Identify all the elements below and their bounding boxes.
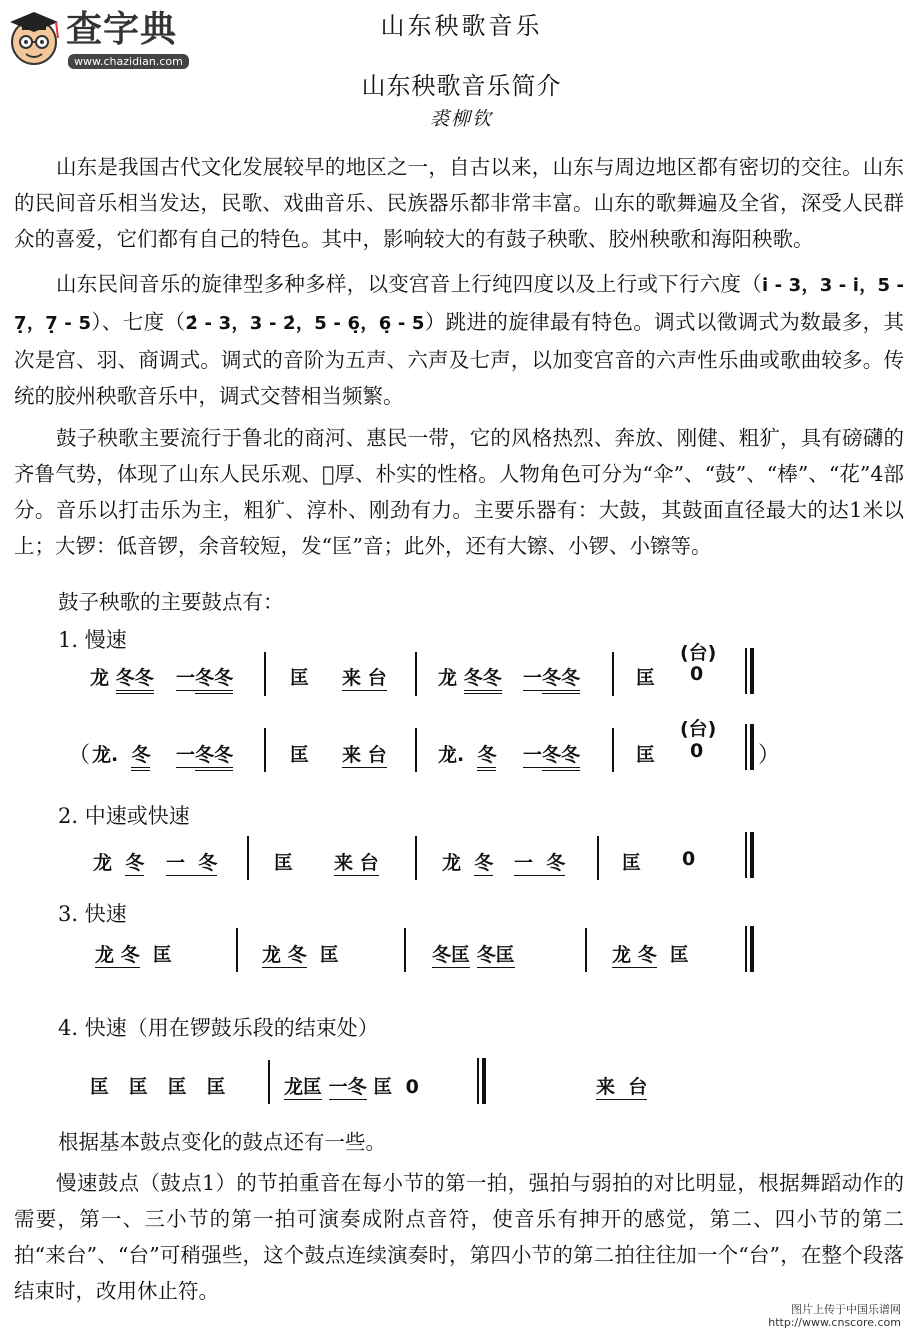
notation-group: 龙 冬 匡 [262, 944, 339, 966]
notation-kuang: 匡 [274, 852, 294, 874]
logo-name: 查字典 [66, 9, 178, 50]
section-heading-4: 4. 快速（用在锣鼓乐段的结束处） [58, 1016, 379, 1040]
barline [415, 836, 417, 880]
notation-rest: 0 [690, 663, 704, 685]
section-heading-2: 2. 中速或快速 [58, 804, 190, 828]
notation-group: 一 冬 [514, 852, 566, 874]
section-heading-1: 1. 慢速 [58, 628, 127, 652]
watermark-line1: 图片上传于中国乐谱网 [791, 1303, 901, 1316]
notation-group: 一 冬 [166, 852, 218, 874]
final-barline [745, 648, 753, 694]
notation-group: 来 台 [342, 744, 387, 766]
paragraph-guzi-yangge [14, 420, 904, 564]
notation-group: 龙 冬冬 [90, 663, 154, 690]
final-barline [745, 724, 753, 770]
notation-group: 龙. 冬 [92, 740, 150, 767]
notation-group: 龙 冬 匡 [95, 944, 172, 966]
paragraph-text: ）、七度（ [90, 310, 186, 334]
notation-group: 一冬冬 [523, 663, 580, 690]
notation-group: 冬匡 冬匡 [432, 944, 515, 966]
notation-kuang: 匡 [622, 852, 642, 874]
page-title: 山东秧歌音乐 [380, 12, 543, 40]
barline [247, 836, 249, 880]
sixth-intervals: i̇ - 3，3 - i̇，5 - 7̣，7̣ - 5 [14, 275, 904, 334]
notation-tai-optional: (台) [680, 718, 717, 740]
paragraph-drum-patterns-intro: 鼓子秧歌的主要鼓点有： [58, 590, 284, 614]
notation-tai-optional: (台) [680, 642, 717, 664]
notation-rest: 0 [690, 740, 704, 762]
paragraph-intro [14, 149, 904, 257]
section-heading-3: 3. 快速 [58, 902, 127, 926]
notation-kuang: 匡 [290, 744, 310, 766]
barline [264, 652, 266, 696]
paragraph-melody [14, 266, 904, 414]
notation-group: 一冬冬 [176, 663, 233, 690]
barline [585, 928, 587, 972]
paragraph-text: 鼓子秧歌主要流行于鲁北的商河、惠民一带，它的风格热烈、奔放、刚健、粗犷，具有磅礴的齐鲁气势，体现了山东人民乐观、𫠠厚、朴实的性格。人物角色可分为“伞”、“鼓”、“棒”、“花”4部分。音乐以打击乐为主，粗犷、淳朴、刚劲有力。主要乐器有：大鼓，其鼓面直径最大的达1米以上；大锣：低音锣，余音较短，发“匡”音；此外，还有大镲、小锣、小镲等。 [14, 426, 904, 558]
final-barline [477, 1058, 485, 1104]
paragraph-variations: 根据基本鼓点变化的鼓点还有一些。 [58, 1130, 386, 1154]
notation-group: 龙. 冬 [438, 740, 496, 767]
notation-rest: 0 [682, 848, 696, 870]
notation-kuang: 匡 [636, 744, 656, 766]
article-subtitle: 山东秧歌音乐简介 [361, 72, 562, 100]
final-barline [745, 832, 753, 878]
barline [612, 652, 614, 696]
barline [236, 928, 238, 972]
paragraph-text: 慢速鼓点（鼓点1）的节拍重音在每小节的第一拍，强拍与弱拍的对比明显，根据舞蹈动作的需要，第一、三小节的第一拍可演奏成附点音符，使音乐有抻开的感觉，第二、四小节的第二拍“来台”、“台”可稍强些，这个鼓点连续演奏时，第四小节的第二拍往往加一个“台”，在整个段落结束时，改用休止符。 [14, 1171, 904, 1303]
notation-group: 来 台 [342, 667, 387, 689]
notation-close-paren: ） [758, 743, 781, 768]
notation-group: 一冬冬 [523, 740, 580, 767]
barline [612, 728, 614, 772]
barline [264, 728, 266, 772]
watermark-url[interactable]: http://www.cnscore.com [768, 1316, 901, 1329]
notation-kuang: 匡 [290, 667, 310, 689]
paragraph-text: ）跳进的旋律最有特色。调式以徵调式为数最多，其次是宫、羽、商调式。调式的音阶为五声、六声及七声，以加变宫音的六声性乐曲或歌曲较多。传统的胶州秧歌音乐中，调式交替相当频繁。 [14, 310, 905, 408]
notation-group: 龙 冬 [93, 852, 145, 874]
logo-url[interactable]: www.chazidian.com [68, 54, 189, 69]
notation-group: 来 台 [334, 852, 379, 874]
seventh-intervals: 2̇ - 3，3 - 2̇，5 - 6̣，6̣ - 5 [185, 313, 425, 334]
notation-group: 龙 冬 匡 [612, 944, 689, 966]
barline [268, 1060, 270, 1104]
barline [404, 928, 406, 972]
notation-open-paren: （ [68, 743, 91, 768]
paragraph-slow-pattern [14, 1165, 904, 1309]
notation-group: 来 台 [596, 1076, 648, 1098]
final-barline [745, 926, 753, 972]
notation-group: 匡 匡 匡 匡 [90, 1076, 226, 1098]
notation-group: 龙 冬冬 [438, 663, 502, 690]
notation-group: 一冬冬 [176, 740, 233, 767]
notation-group: 龙 冬 [442, 852, 494, 874]
barline [597, 836, 599, 880]
paragraph-text: 山东是我国古代文化发展较早的地区之一，自古以来，山东与周边地区都有密切的交往。山东的民间音乐相当发达，民歌、戏曲音乐、民族器乐都非常丰富。山东的歌舞遍及全省，深受人民群众的喜爱，它们都有自己的特色。其中，影响较大的有鼓子秧歌、胶州秧歌和海阳秧歌。 [14, 155, 904, 251]
notation-kuang: 匡 [636, 667, 656, 689]
paragraph-text: 山东民间音乐的旋律型多种多样，以变宫音上行纯四度以及上行或下行六度（ [56, 272, 762, 296]
barline [415, 652, 417, 696]
barline [415, 728, 417, 772]
author: 裘柳钦 [429, 108, 493, 130]
notation-group: 龙匡 一冬 匡 0 [284, 1076, 419, 1098]
watermark [768, 1303, 901, 1329]
